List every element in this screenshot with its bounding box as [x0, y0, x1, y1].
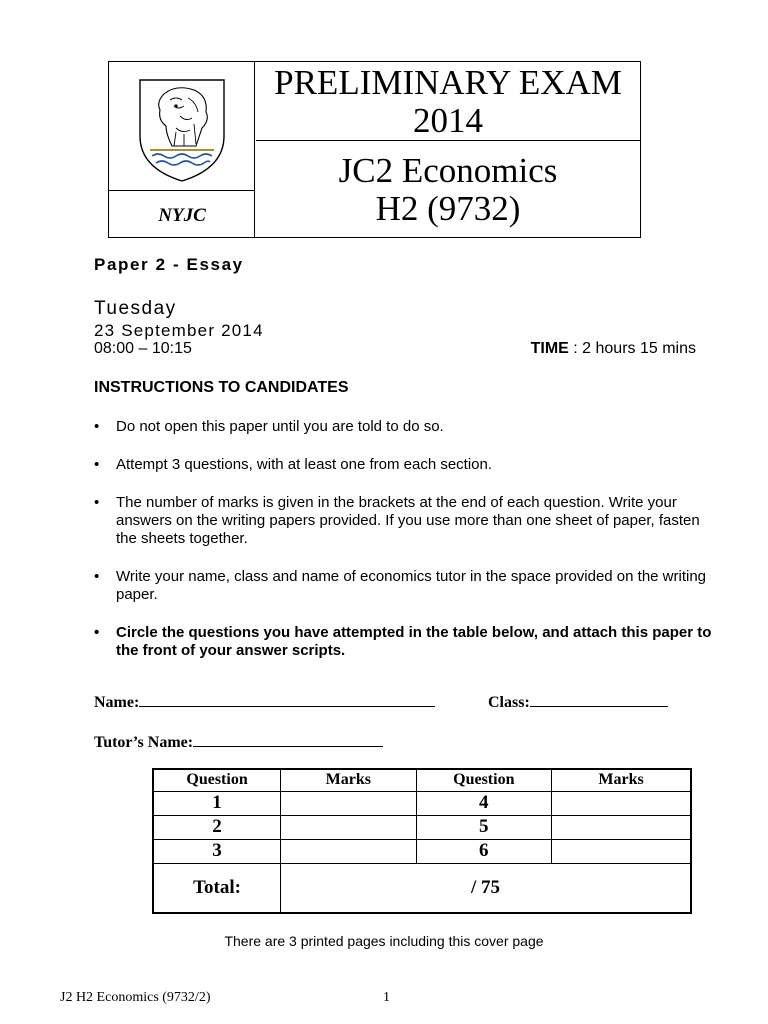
bullet-icon: •: [94, 568, 100, 585]
header-marks: Marks: [281, 769, 416, 791]
tutor-blank-line[interactable]: [193, 733, 383, 747]
marks-cell[interactable]: [281, 815, 416, 839]
instruction-item: • The number of marks is given in the brackets at the end of each question. Write your answers on the writing papers provided. If you use more than one sheet of paper, fasten the sheets together.: [94, 494, 700, 547]
marks-cell[interactable]: [281, 791, 416, 815]
marks-cell[interactable]: [552, 815, 691, 839]
instruction-item: • Circle the questions you have attempted in the table below, and attach this paper to the front of your answer scripts.: [94, 624, 712, 659]
instruction-item: • Attempt 3 questions, with at least one from each section.: [94, 456, 493, 473]
question-number[interactable]: 3: [153, 839, 281, 863]
duration-label: TIME: [530, 340, 569, 357]
exam-subject-line1: JC2 Economics: [338, 151, 558, 190]
exam-duration: [531, 340, 696, 358]
marks-table: [152, 768, 692, 914]
exam-time-range: 08:00 – 10:15: [94, 340, 192, 357]
name-label: Name:: [94, 694, 140, 711]
header-question: Question: [416, 769, 552, 791]
exam-title-line1: PRELIMINARY EXAM: [274, 63, 622, 102]
class-blank-line[interactable]: [530, 693, 668, 707]
bullet-icon: •: [94, 624, 100, 641]
table-row: [153, 791, 691, 815]
class-field[interactable]: [488, 693, 668, 712]
header-question: Question: [153, 769, 281, 791]
exam-subject: [256, 142, 640, 237]
table-row: [153, 815, 691, 839]
instructions-heading: INSTRUCTIONS TO CANDIDATES: [94, 379, 349, 396]
total-label: Total:: [153, 863, 281, 913]
tutor-label: Tutor’s Name:: [94, 734, 194, 751]
question-number[interactable]: 2: [153, 815, 281, 839]
school-crest-icon: [136, 76, 228, 184]
exam-title-line2: 2014: [413, 101, 483, 140]
marks-cell[interactable]: [552, 839, 691, 863]
school-name: NYJC: [158, 205, 206, 226]
marks-cell[interactable]: [552, 791, 691, 815]
logo-cell: [109, 62, 255, 237]
class-label: Class:: [488, 694, 530, 711]
instruction-item: • Write your name, class and name of economics tutor in the space provided on the writing paper.: [94, 568, 707, 603]
table-row: [153, 839, 691, 863]
footer-page-number: 1: [383, 990, 390, 1005]
bullet-icon: •: [94, 456, 100, 473]
bullet-icon: •: [94, 494, 100, 511]
total-value[interactable]: / 75: [281, 863, 691, 913]
exam-day: Tuesday: [94, 298, 177, 319]
question-number[interactable]: 6: [416, 839, 552, 863]
instructions-list: [94, 418, 714, 660]
question-number[interactable]: 1: [153, 791, 281, 815]
pages-note: There are 3 printed pages including this cover page: [224, 933, 544, 949]
name-field[interactable]: [94, 693, 435, 712]
duration-value: : 2 hours 15 mins: [568, 340, 696, 357]
header-marks: Marks: [552, 769, 691, 791]
paper-label: Paper 2 - Essay: [94, 255, 244, 274]
instruction-item: • Do not open this paper until you are told to do so.: [94, 418, 444, 435]
exam-title: [256, 62, 640, 141]
question-number[interactable]: 4: [416, 791, 552, 815]
name-blank-line[interactable]: [139, 693, 435, 707]
exam-subject-line2: H2 (9732): [375, 189, 521, 228]
exam-header-box: [108, 61, 641, 238]
footer-paper-code: J2 H2 Economics (9732/2): [60, 990, 211, 1005]
bullet-icon: •: [94, 418, 100, 435]
question-number[interactable]: 5: [416, 815, 552, 839]
tutor-field[interactable]: [94, 733, 383, 752]
exam-date: 23 September 2014: [94, 321, 264, 340]
logo-divider: [109, 190, 255, 191]
marks-cell[interactable]: [281, 839, 416, 863]
marks-table-header-row: [153, 769, 691, 791]
total-row: [153, 863, 691, 913]
